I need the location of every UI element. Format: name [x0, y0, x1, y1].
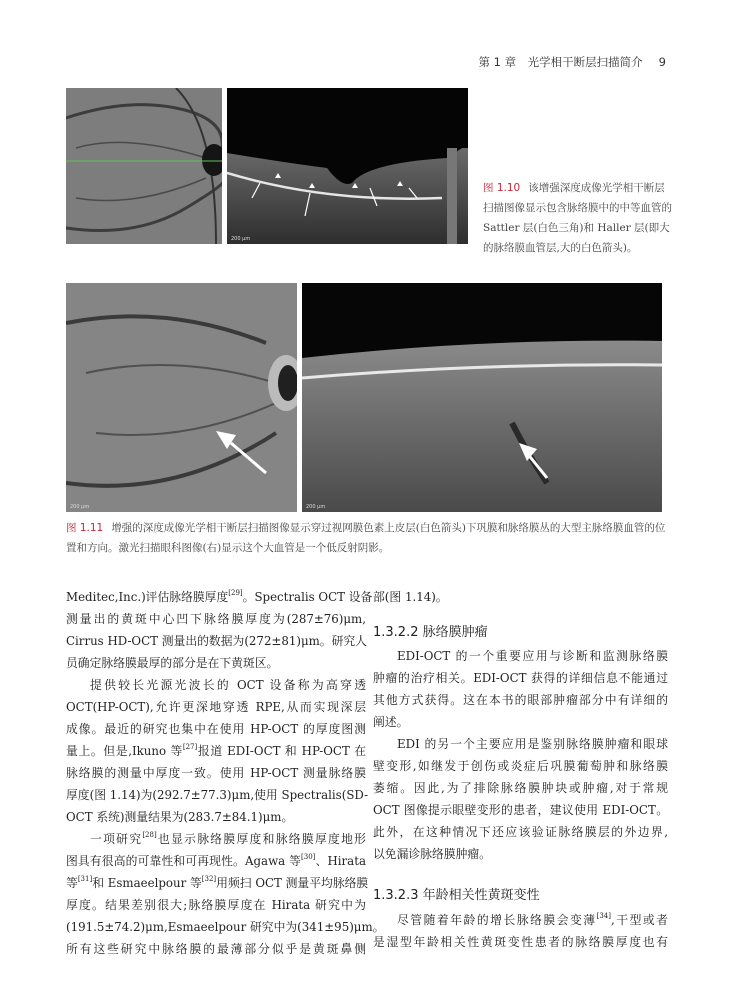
text-line: 成像。最近的研究也集中在使用 HP-OCT 的厚度图测 — [66, 722, 366, 736]
right-column-section-2 — [373, 909, 668, 953]
text-line: 厚度(图 1.14)为(292.7±77.3)μm,使用 Spectralis(SD- — [66, 788, 369, 802]
page-number: 9 — [658, 55, 666, 69]
fig-1-11-fundus-image — [66, 283, 297, 512]
scale-bar-label: 200 μm — [306, 504, 326, 510]
text-line: 提供较长光源光波长的 OCT 设备称为高穿透 — [90, 678, 366, 692]
right-column-continuation — [373, 586, 668, 608]
right-column-section-1 — [373, 645, 668, 865]
text-line: EDI 的另一个主要应用是鉴别脉络膜肿瘤和眼球 — [397, 737, 668, 751]
caption-text: 该增强深度成像光学相干断层扫描图像显示包含脉络膜中的中等血管的 Sattler 层(白色三角)和 Haller 层(即大的脉络膜血管层,大的白色箭头)。 — [483, 182, 672, 254]
text-line: 其他方式获得。这在本书的眼部肿瘤部分中有详细的 — [373, 693, 668, 707]
text-line: 脉络膜的测量中厚度一致。使用 HP-OCT 测量脉络膜 — [66, 766, 366, 780]
caption-text: 增强的深度成像光学相干断层扫描图像显示穿过视网膜色素上皮层(白色箭头)下巩膜和脉络膜丛的大型主脉络膜血管的位置和方向。激光扫描眼科图像(右)显示这个大血管是一个低反射阴影。 — [66, 522, 666, 554]
text-line: EDI-OCT 的一个重要应用与诊断和监测脉络膜 — [397, 649, 668, 663]
text-line: (191.5±74.2)μm,Esmaeelpour 研究中为(341±95)μm。 — [66, 920, 385, 934]
text-line: 是湿型年龄相关性黄斑变性患者的脉络膜厚度也有 — [373, 935, 668, 949]
text-line: Cirrus HD-OCT 测量出的数据为(272±81)μm。研究人 — [66, 634, 367, 648]
text-line: 壁变形,如继发于创伤或炎症后巩膜葡萄肿和脉络膜 — [373, 759, 668, 773]
text-line: 厚度。结果差别很大;脉络膜厚度在 Hirata 研究中为 — [66, 898, 366, 912]
text-line: 部(图 1.14)。 — [373, 590, 448, 604]
text-line: 测量出的黄斑中心凹下脉络膜厚度为(287±76)μm, — [66, 612, 366, 626]
scale-bar-label: 200 μm — [70, 504, 90, 510]
citation-ref: [27] — [182, 743, 198, 751]
text-line: Meditec,Inc.)评估脉络膜厚度[29]。Spectralis OCT 设备 — [66, 589, 373, 604]
figure-number: 图 1.11 — [66, 522, 104, 534]
fig-1-11-oct-scan — [302, 283, 662, 512]
text-line: 所有这些研究中脉络膜的最薄部分似乎是黄斑鼻侧 — [66, 942, 366, 956]
text-line: 阐述。 — [373, 715, 409, 729]
section-heading-amd: 1.3.2.3 年龄相关性黄斑变性 — [373, 888, 540, 903]
fig-1-10-fundus-image — [66, 88, 222, 244]
fig-1-11-caption — [66, 518, 666, 558]
fig-1-10-oct-scan — [227, 88, 468, 244]
text-line: 此外，在这种情况下还应该验证脉络膜层的外边界, — [373, 825, 668, 839]
citation-ref: [29] — [228, 589, 243, 597]
text-line: 肿瘤的治疗相关。EDI-OCT 获得的详细信息不能通过 — [373, 671, 668, 685]
scale-bar-label: 200 μm — [231, 236, 251, 242]
chapter-title: 第 1 章 光学相干断层扫描简介 — [478, 55, 643, 69]
citation-ref: [32] — [201, 875, 217, 883]
section-heading-choroidal-tumors: 1.3.2.2 脉络膜肿瘤 — [373, 625, 488, 640]
text-line: 尽管随着年龄的增长脉络膜会变薄[34],干型或者 — [397, 912, 668, 927]
text-line: 量上。但是,Ikuno 等[27]报道 EDI-OCT 和 HP-OCT 在 — [66, 743, 367, 758]
text-line: 图具有很高的可靠性和可再现性。Agawa 等[30]、Hirata — [66, 853, 366, 868]
text-line: 萎缩。因此,为了排除脉络膜肿块或肿瘤,对于常规 — [373, 781, 668, 795]
text-line: OCT 图像提示眼壁变形的患者，建议使用 EDI-OCT。 — [373, 803, 668, 817]
text-line: 员确定脉络膜最厚的部分是在下黄斑区。 — [66, 656, 279, 670]
text-line: OCT 系统)测量结果为(283.7±84.1)μm。 — [66, 810, 294, 824]
figure-number: 图 1.10 — [483, 182, 521, 194]
citation-ref: [34] — [596, 912, 611, 920]
text-line: OCT(HP-OCT),允许更深地穿透 RPE,从而实现深层 — [66, 700, 366, 714]
citation-ref: [28] — [142, 831, 157, 839]
left-text-column — [66, 586, 385, 960]
citation-ref: [31] — [77, 875, 93, 883]
fig-1-10-caption — [483, 178, 673, 258]
text-line: 等[31]和 Esmaeelpour 等[32]用频扫 OCT 测量平均脉络膜 — [66, 875, 369, 890]
text-line: 一项研究[28]也显示脉络膜厚度和脉络膜厚度地形 — [90, 831, 366, 846]
citation-ref: [30] — [301, 853, 316, 861]
text-line: 以免漏诊脉络膜肿瘤。 — [373, 847, 491, 861]
running-header — [479, 54, 666, 70]
